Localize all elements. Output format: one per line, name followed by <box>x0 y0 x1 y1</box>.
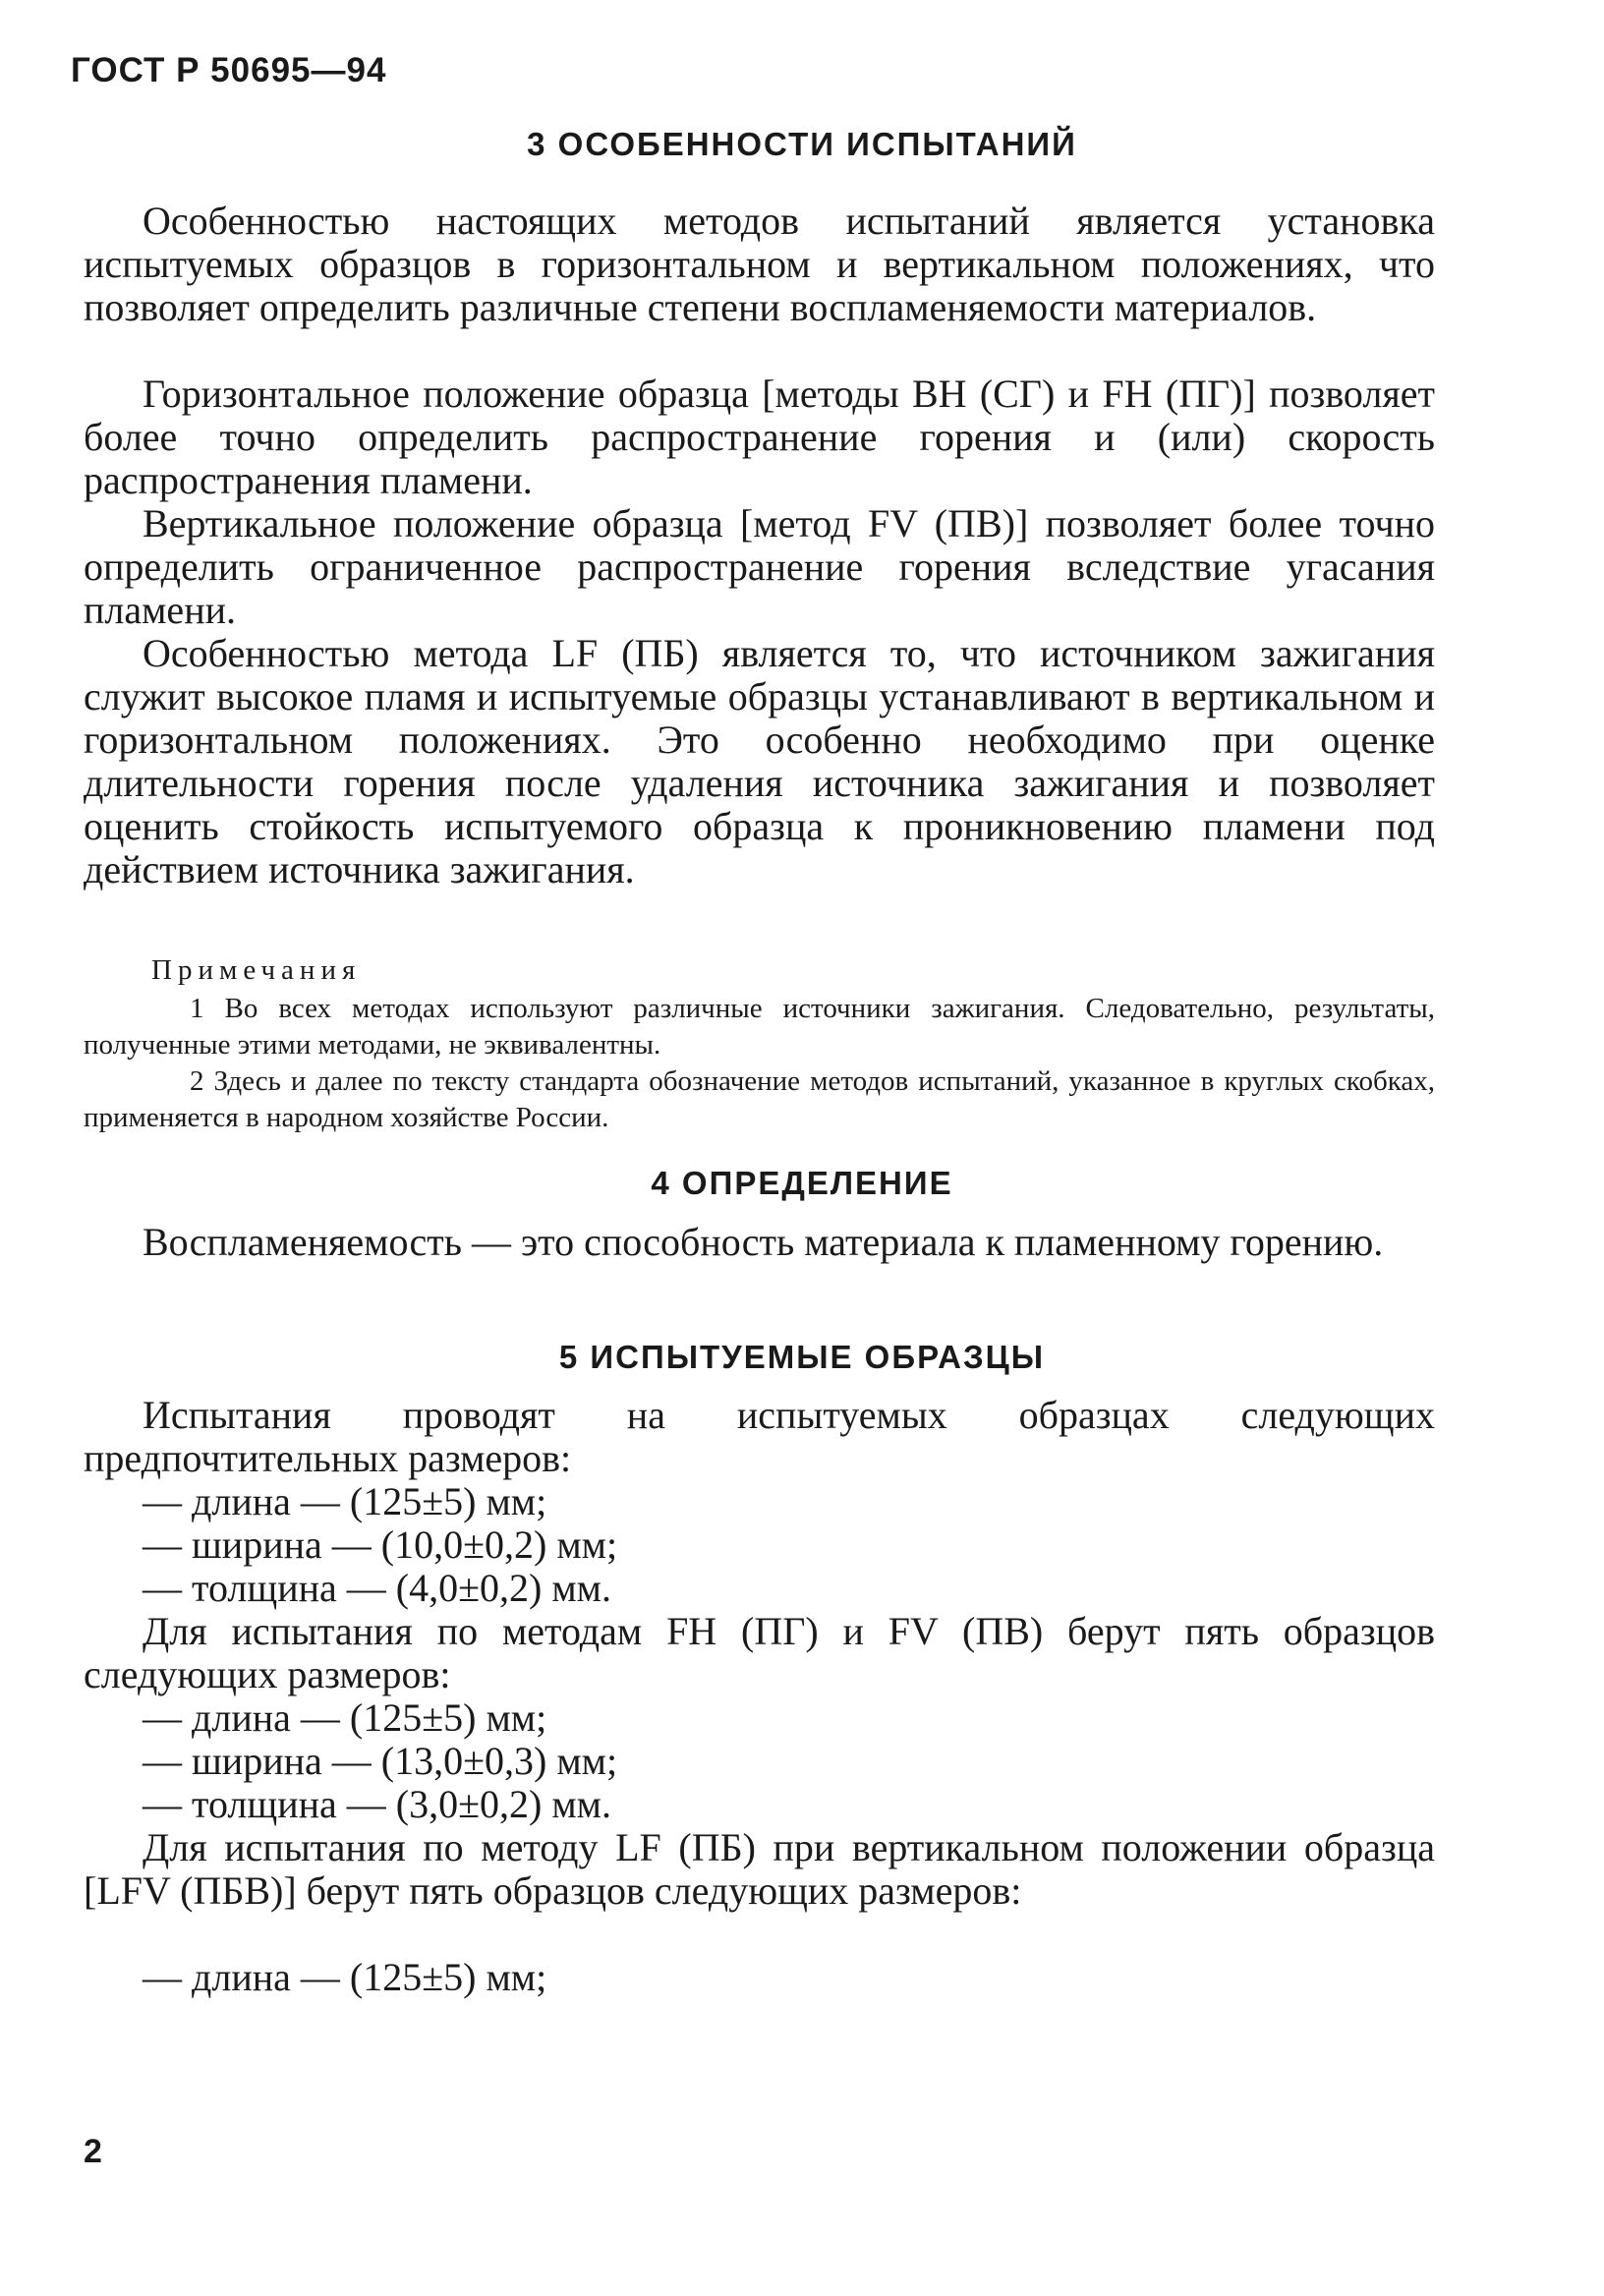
section-3-heading: 3 ОСОБЕННОСТИ ИСПЫТАНИЙ <box>527 126 1077 162</box>
list-item: — длина — (125±5) мм; <box>143 1955 547 1999</box>
fh-fv-sizes-list <box>143 1696 617 1826</box>
section-5-intro: Испытания проводят на испытуемых образцах следующих предпочтительных размеров: <box>84 1393 1435 1480</box>
list-item: — ширина — (13,0±0,3) мм; <box>143 1739 618 1783</box>
section-3-paragraph-4: Особенностью метода LF (ПБ) является то, что источником зажигания служит высокое пламя и испытуемые образцы устанавливают в вертикальном и горизонтальном положениях. Это особенно необходимо при оценке длительности горения после удаления источника зажигания и позволяет оценить стойкость испытуемого образца к проникновению пламени под действием источника зажигания. <box>84 631 1435 891</box>
note-1: 1 Во всех методах используют различные источники зажигания. Следовательно, результаты, полученные этими методами, не эквивалентны. <box>84 993 1435 1061</box>
document-code: ГОСТ Р 50695—94 <box>71 51 387 89</box>
section-3-paragraph-1: Особенностью настоящих методов испытаний является установка испытуемых образцов в горизонтальном и вертикальном положениях, что позволяет определить различные степени воспламеняемости материалов. <box>84 199 1435 329</box>
notes-title: Примечания <box>151 954 362 986</box>
list-item: — толщина — (4,0±0,2) мм. <box>143 1566 611 1610</box>
section-4-paragraph: Воспламеняемость — это способность материала к пламенному горению. <box>143 1220 1384 1264</box>
note-2: 2 Здесь и далее по тексту стандарта обозначение методов испытаний, указанное в круглых скобках, применяется в народном хозяйстве России. <box>84 1065 1435 1133</box>
preferred-sizes-list <box>143 1480 617 1610</box>
section-3-paragraph-2: Горизонтальное положение образца [методы ВН (СГ) и FH (ПГ)] позволяет более точно определить распространение горения и (или) скорость распространения пламени. <box>84 372 1435 502</box>
list-item: — длина — (125±5) мм; <box>143 1695 547 1740</box>
section-5-heading: 5 ИСПЫТУЕМЫЕ ОБРАЗЦЫ <box>558 1339 1046 1375</box>
lfv-sizes-list <box>143 1956 546 1999</box>
list-item: — толщина — (3,0±0,2) мм. <box>143 1782 611 1826</box>
fh-fv-intro: Для испытания по методам FH (ПГ) и FV (ПВ) берут пять образцов следующих размеров: <box>84 1609 1435 1696</box>
list-item: — длина — (125±5) мм; <box>143 1479 547 1523</box>
section-4-heading: 4 ОПРЕДЕЛЕНИЕ <box>651 1165 953 1201</box>
section-3-paragraph-3: Вертикальное положение образца [метод FV (ПВ)] позволяет более точно определить ограниченное распространение горения вследствие угасания пламени. <box>84 501 1435 632</box>
list-item: — ширина — (10,0±0,2) мм; <box>143 1522 618 1567</box>
page-number: 2 <box>84 2133 102 2170</box>
lfv-intro: Для испытания по методу LF (ПБ) при вертикальном положении образца [LFV (ПБВ)] берут пять образцов следующих размеров: <box>84 1825 1435 1913</box>
